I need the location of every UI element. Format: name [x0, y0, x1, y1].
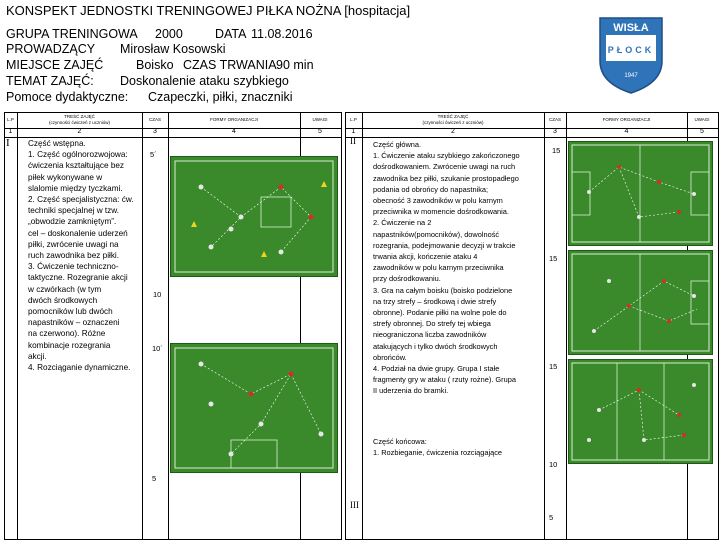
- col-number: 4: [624, 128, 629, 135]
- col-header-notes: UWAGI: [694, 117, 710, 122]
- col-number: 1: [8, 128, 13, 135]
- content-line: 3. Gra na całym boisku (boisko podzielone: [373, 285, 513, 295]
- col-header-notes: UWAGI: [312, 117, 328, 122]
- page-title: KONSPEKT JEDNOSTKI TRENINGOWEJ PIŁKA NOŻNA [hospitacja]: [6, 3, 411, 18]
- content-line: przeciwnika w momencie dośrodkowania.: [373, 207, 509, 217]
- content-line: obrońców.: [373, 352, 407, 362]
- content-line: piłek wykonywane w: [28, 172, 103, 182]
- col-number: 3: [153, 128, 157, 135]
- col-header-time: CZAS: [148, 117, 161, 122]
- group-value: 2000: [155, 27, 183, 41]
- content-line: techniki specjalnej w tzw.: [28, 206, 120, 216]
- content-line: obecność 3 zawodników w polu karnym: [373, 196, 503, 206]
- content-line: w czwórkach (w tym: [28, 284, 102, 294]
- place-label: MIEJSCE ZAJĘĆ: [6, 58, 104, 72]
- col-header-time: CZAS: [548, 117, 561, 122]
- col-number: 5: [318, 128, 322, 135]
- aids-label: Pomoce dydaktyczne:: [6, 90, 129, 104]
- logo-top-text: WISŁA: [613, 22, 649, 34]
- date-label: DATA: [215, 27, 247, 41]
- content-line: pomocników lub dwóch: [28, 307, 113, 317]
- time-value: 15: [549, 254, 558, 263]
- content-line: „obwodzie zamkniętym”.: [28, 217, 117, 227]
- right-col-divider: [362, 112, 363, 539]
- lead-row: [6, 42, 336, 57]
- content-line: 2. Ćwiczenie na 2: [373, 218, 432, 228]
- col-header-content: TREŚĆ ZAJĘĆ: [64, 114, 95, 119]
- right-content-text: [373, 139, 545, 397]
- content-line: trwania akcji, kończenie ataku 4: [373, 252, 478, 262]
- drill-diagram-1: [170, 156, 338, 277]
- content-line: Część wstępna.: [28, 139, 86, 148]
- time-value: 10: [549, 460, 558, 469]
- col-number: 2: [451, 128, 455, 135]
- left-content-text: [28, 138, 142, 373]
- content-line: taktyczne. Rozegranie akcji: [28, 273, 128, 283]
- col-header-forms: FORMY ORGANIZACJI: [210, 117, 258, 122]
- place-value: Boisko: [136, 58, 174, 72]
- topic-row: [6, 74, 336, 89]
- content-line: na czerwono). Różne: [28, 329, 106, 339]
- col-header-content-sub: (czynności ćwiczeń z uczniów): [48, 120, 111, 125]
- content-line: piłki, zwrócenie uwagi na: [28, 239, 119, 249]
- left-col-divider: [17, 112, 18, 539]
- content-line: II uderzenia do bramki.: [373, 386, 449, 396]
- left-col-divider: [168, 112, 169, 539]
- content-line: 3. Ćwiczenie techniczno-: [28, 262, 119, 272]
- content-line: napastników – oznaczeni: [28, 318, 120, 328]
- col-header-lp: L.P: [7, 117, 14, 122]
- content-line: przy dośrodkowaniu.: [373, 274, 441, 284]
- group-label: GRUPA TRENINGOWA: [6, 27, 138, 41]
- content-line: na trzy strefy – środkową i dwie strefy: [373, 296, 497, 306]
- col-header-lp: L.P: [350, 117, 357, 122]
- content-line: akcji.: [28, 351, 47, 361]
- section-number: II: [350, 136, 356, 146]
- right-number-divider: [345, 137, 718, 138]
- group-row: [6, 27, 336, 42]
- content-line: strefy obronnej. Do strefy tej wbiega: [373, 319, 491, 329]
- section-number: I: [6, 137, 10, 149]
- content-line: 1. Ćwiczenie ataku szybkiego zakończonego: [373, 151, 520, 161]
- time-value: 5: [152, 474, 157, 483]
- lead-value: Mirosław Kosowski: [120, 42, 226, 56]
- time-value: 5´: [150, 150, 157, 159]
- content-line: napastników(pomocników), dowolność: [373, 229, 500, 239]
- aids-value: Czapeczki, piłki, znaczniki: [148, 90, 293, 104]
- time-value: 15: [549, 362, 558, 371]
- content-line: ćwiczenia kształtujące bez: [28, 161, 125, 171]
- drill-diagram-5: [568, 359, 713, 464]
- logo-year: 1947: [624, 73, 638, 79]
- right-final-text: [373, 436, 545, 458]
- content-line: slalomie między tyczkami.: [28, 183, 123, 193]
- col-header-content-sub: (czynności ćwiczeń z uczniów): [422, 120, 484, 125]
- date-value: 11.08.2016: [251, 27, 313, 41]
- content-line: podania od obrońcy do napastnika;: [373, 184, 489, 194]
- content-line: 1. Rozbieganie, ćwiczenia rozciągające: [373, 448, 502, 458]
- content-line: 4. Rozciąganie dynamiczne.: [28, 363, 131, 373]
- drill-diagram-2: [170, 343, 338, 473]
- place-row: [6, 58, 336, 73]
- aids-row: [6, 90, 336, 105]
- col-number: 3: [553, 128, 557, 135]
- content-line: zawodnika bez piłki, szukanie prostopadłego: [373, 173, 519, 183]
- content-line: cel – doskonalenie uderzeń: [28, 228, 128, 238]
- drill-diagram-3: [568, 141, 713, 246]
- logo-bottom-text: PŁOCK: [607, 45, 655, 55]
- col-header-forms: FORMY ORGANIZACJI: [602, 117, 651, 122]
- content-line: dwóch środkowych: [28, 295, 98, 305]
- section-number: III: [350, 500, 359, 510]
- time-value: 10: [153, 290, 162, 299]
- time-label: CZAS TRWANIA: [183, 58, 277, 72]
- content-line: 4. Podział na dwie grupy. Grupa I stałe: [373, 364, 500, 374]
- col-number: 2: [77, 128, 82, 135]
- club-logo: [598, 15, 664, 95]
- content-line: ruch zawodnika bez piłki.: [28, 251, 120, 261]
- time-value: 10´: [152, 344, 163, 353]
- content-line: rozegrania, podejmowanie decyzji w trakcie: [373, 240, 516, 250]
- content-line: dośrodkowaniem. Zwrócenie uwagi na ruch: [373, 162, 516, 172]
- left-col-divider: [142, 112, 143, 539]
- right-col-divider: [566, 112, 567, 539]
- content-line: 1. Część ogólnorozwojowa:: [28, 150, 128, 160]
- content-line: fragmenty gry w ataku ( rzuty rożne). Grupa: [373, 375, 516, 385]
- drill-diagram-4: [568, 250, 713, 355]
- topic-value: Doskonalenie ataku szybkiego: [120, 74, 289, 88]
- col-number: 4: [232, 128, 236, 135]
- content-line: obronne). Podanie piłki na wolne pole do: [373, 308, 507, 318]
- content-line: Część końcowa:: [373, 437, 427, 446]
- content-line: kombinacje rozegrania: [28, 340, 111, 350]
- content-line: 2. Część specjalistyczna: ćw.: [28, 195, 134, 205]
- lead-label: PROWADZĄCY: [6, 42, 96, 56]
- content-line: zawodników w polu karnym przeciwnika: [373, 263, 504, 273]
- content-line: Część główna.: [373, 140, 422, 149]
- topic-label: TEMAT ZAJĘĆ:: [6, 74, 94, 88]
- content-line: atakujących i tylko dwóch środkowych: [373, 341, 498, 351]
- time-value: 5: [549, 513, 554, 522]
- col-number: 5: [700, 128, 704, 135]
- col-header-content: TREŚĆ ZAJĘĆ: [437, 114, 469, 119]
- col-number: 1: [351, 128, 356, 135]
- time-value: 15: [552, 146, 561, 155]
- time-value: 90 min: [276, 58, 314, 72]
- content-line: nieograniczona liczba zawodników: [373, 330, 487, 340]
